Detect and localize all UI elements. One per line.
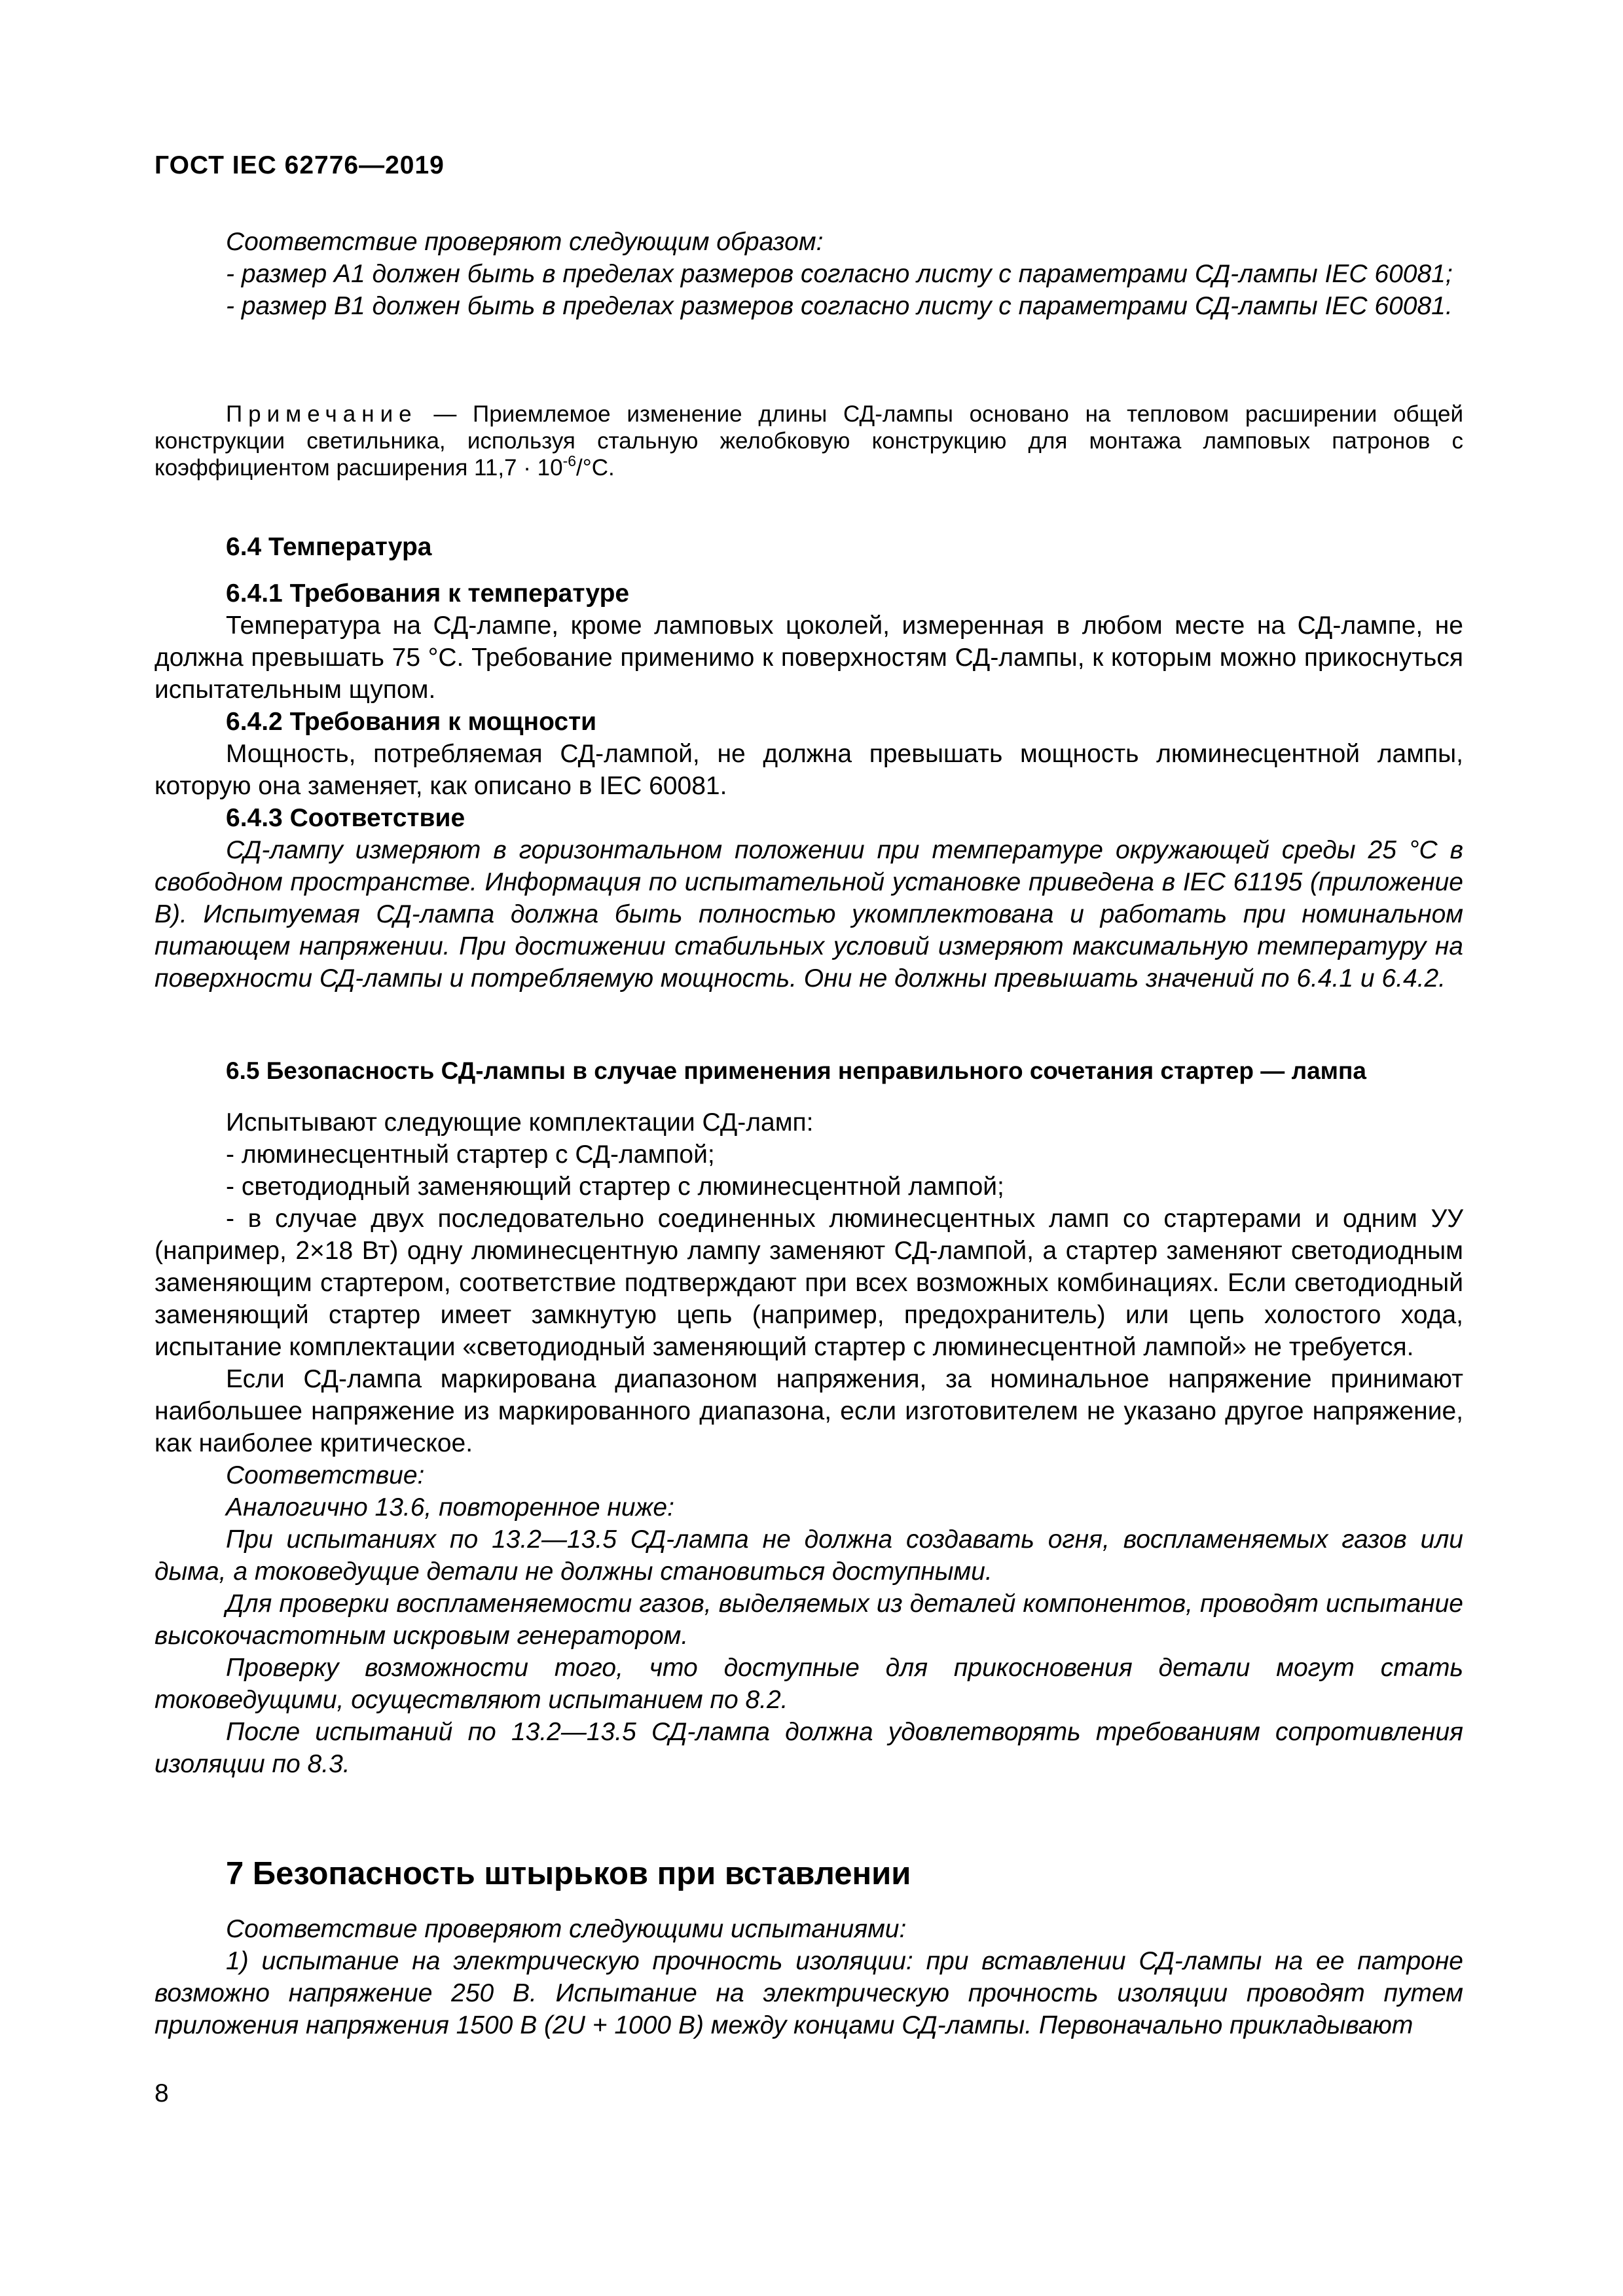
paragraph-6-5-5: Если СД-лампа маркирована диапазоном напряжения, за номинальное напряжение принимают наибольшее напряжение из маркированного диапазона, если изготовителем не указано другое напряжение, как наиболее критическое. — [155, 1365, 1463, 1457]
list-item-a1: - размер A1 должен быть в пределах размеров согласно листу с параметрами СД-лампы IEC 60081; — [226, 260, 1453, 288]
paragraph-6-5-3: - светодиодный заменяющий стартер с люминесцентной лампой; — [226, 1173, 1004, 1201]
paragraph-6-4-3: СД-лампу измеряют в горизонтальном положении при температуре окружающей среды 25 °С в свободном пространстве. Информация по испытательной установке приведена в IEC 61195 (приложение В). Испытуемая СД-лампа должна быть полностью укомплектована и работать при номинальном питающем напряжении. При достижении стабильных условий измеряют максимальную температуру на поверхности СД-лампы и потребляемую мощность. Они не должны превышать значений по 6.4.1 и 6.4.2. — [155, 836, 1463, 993]
section-6-4 — [155, 531, 1463, 563]
section-heading-7: 7 Безопасность штырьков при вставлении — [226, 1856, 911, 1891]
section-heading-6-4: 6.4 Температура — [226, 533, 432, 561]
note-exponent: -6 — [562, 452, 577, 469]
section-6-4-body — [155, 577, 1463, 994]
subsection-heading-6-4-2: 6.4.2 Требования к мощности — [226, 708, 597, 736]
section-heading-6-5: 6.5 Безопасность СД-лампы в случае применения неправильного сочетания стартер — лампа — [226, 1057, 1366, 1084]
subsection-heading-6-4-3: 6.4.3 Соответствие — [226, 804, 465, 832]
compliance-line: Соответствие проверяют следующим образом: — [226, 228, 824, 256]
note-text: — Приемлемое изменение длины СД-лампы основано на тепловом расширении общей конструкции светильника, используя стальную желобковую конструкцию для монтажа ламповых патронов с коэффициентом расширения 11,7 · 10 — [155, 401, 1463, 481]
section-7 — [155, 1854, 1463, 1893]
document-header: ГОСТ IEC 62776—2019 — [155, 151, 445, 179]
paragraph-6-4-2: Мощность, потребляемая СД-лампой, не должна превышать мощность люминесцентной лампы, которую она заменяет, как описано в IEC 60081. — [155, 740, 1463, 800]
section-7-test-1: 1) испытание на электрическую прочность изоляции: при вставлении СД-лампы на ее патроне возможно напряжение 250 В. Испытание на электрическую прочность изоляции проводят путем приложения напряжения 1500 В (2U + 1000 В) между концами СД-лампы. Первоначально прикладывают — [155, 1947, 1463, 2039]
section-6-5 — [155, 1055, 1463, 1087]
section-6-5-body — [155, 1106, 1463, 1780]
note-text-end: /°С. — [576, 455, 615, 481]
list-item-b1: - размер B1 должен быть в пределах размеров согласно листу с параметрами СД-лампы IEC 60081. — [226, 292, 1453, 320]
compliance-label: Соответствие: — [226, 1461, 425, 1489]
note-block — [155, 401, 1463, 481]
note-label: Примечание — [226, 401, 418, 427]
paragraph-6-5-1: Испытывают следующие комплектации СД-ламп: — [226, 1108, 814, 1137]
note-paragraph — [155, 401, 1463, 481]
compliance-paragraph-1: При испытаниях по 13.2—13.5 СД-лампа не должна создавать огня, воспламеняемых газов или дыма, а токоведущие детали не должны становиться доступными. — [155, 1525, 1463, 1586]
compliance-paragraph-3: Проверку возможности того, что доступные для прикосновения детали могут стать токоведущими, осуществляют испытанием по 8.2. — [155, 1654, 1463, 1714]
page-number: 8 — [155, 2079, 169, 2107]
subsection-heading-6-4-1: 6.4.1 Требования к температуре — [226, 579, 630, 608]
compliance-reference: Аналогично 13.6, повторенное ниже: — [226, 1493, 674, 1522]
intro-block — [155, 226, 1463, 322]
compliance-paragraph-2: Для проверки воспламеняемости газов, выделяемых из деталей компонентов, проводят испытание высокочастотным искровым генератором. — [155, 1590, 1463, 1650]
paragraph-6-5-4: - в случае двух последовательно соединенных люминесцентных ламп со стартерами и одним УУ (например, 2×18 Вт) одну люминесцентную лампу заменяют СД-лампой, а стартер заменяют светодиодным заменяющим стартером, соответствие подтверждают при всех возможных комбинациях. Если светодиодный заменяющий стартер имеет замкнутую цепь (например, предохранитель) или цепь холостого хода, испытание комплектации «светодиодный заменяющий стартер с люминесцентной лампой» не требуется. — [155, 1205, 1463, 1361]
section-7-compliance-line: Соответствие проверяют следующими испытаниями: — [226, 1915, 907, 1943]
section-7-body — [155, 1913, 1463, 2041]
paragraph-6-5-2: - люминесцентный стартер с СД-лампой; — [226, 1140, 715, 1169]
paragraph-6-4-1: Температура на СД-лампе, кроме ламповых цоколей, измеренная в любом месте на СД-лампе, не должна превышать 75 °С. Требование применимо к поверхностям СД-лампы, к которым можно прикоснуться испытательным щупом. — [155, 611, 1463, 704]
compliance-paragraph-4: После испытаний по 13.2—13.5 СД-лампа должна удовлетворять требованиям сопротивления изоляции по 8.3. — [155, 1718, 1463, 1778]
